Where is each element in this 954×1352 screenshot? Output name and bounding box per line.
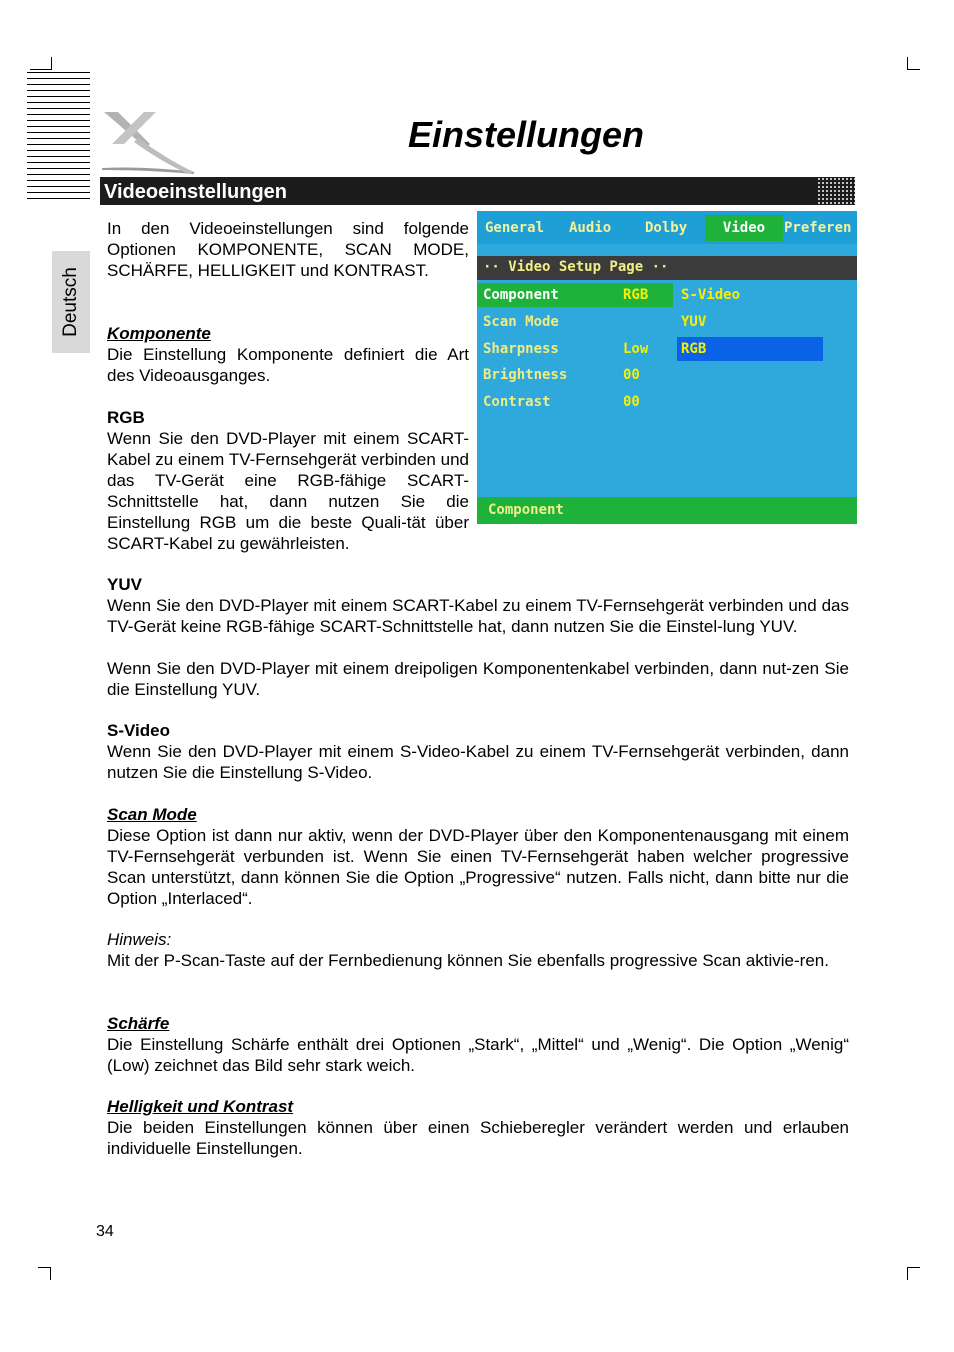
hinweis-label: Hinweis: bbox=[107, 930, 172, 949]
osd-row-value: 00 bbox=[623, 394, 640, 410]
osd-tab-preferences: Preferen bbox=[784, 220, 852, 236]
rgb-text: Wenn Sie den DVD-Player mit einem SCART-Kabel zu einem TV-Fernsehgerät verbinden und das TV-Gerät eine RGB-fähige SCART-Schnittstelle hat, dann nutzen Sie die Einstellung RGB um die beste Quali-tät über SCART-Kabel zu gewährleisten. bbox=[107, 429, 469, 553]
crop-mark bbox=[51, 57, 52, 70]
hinweis-text: Mit der P-Scan-Taste auf der Fernbedienung können Sie ebenfalls progressive Scan aktivie-ren. bbox=[107, 951, 829, 970]
osd-row-value: RGB bbox=[623, 287, 649, 303]
osd-row-value: 00 bbox=[623, 367, 640, 383]
osd-option: YUV bbox=[681, 314, 707, 330]
yuv-heading: YUV bbox=[107, 575, 142, 594]
page-title: Einstellungen bbox=[408, 114, 645, 155]
osd-tab-audio: Audio bbox=[569, 220, 612, 236]
osd-footer-bar bbox=[477, 497, 857, 524]
osd-tab-video: Video bbox=[705, 215, 783, 241]
osd-tab-general: General bbox=[485, 220, 545, 236]
osd-tab-dolby: Dolby bbox=[645, 220, 688, 236]
crop-mark bbox=[30, 69, 52, 70]
crop-mark bbox=[907, 1267, 908, 1280]
schaerfe-text: Die Einstellung Schärfe enthält drei Optionen „Stark“, „Mittel“ und „Wenig“. Die Option „Wenig“ (Low) zeichnet das Bild sehr stark weich. bbox=[107, 1035, 849, 1075]
osd-tab-bar bbox=[477, 211, 857, 244]
language-label: Deutsch bbox=[60, 267, 81, 337]
osd-footer-label: Component bbox=[488, 502, 564, 518]
schaerfe-heading: Schärfe bbox=[107, 1014, 170, 1033]
scanmode-text: Diese Option ist dann nur aktiv, wenn der DVD-Player über den Komponentenausgang mit einem TV-Fernsehgerät verbunden ist. Wenn Sie einen TV-Fernsehgerät haben welcher progressive Scan unterstützt, dann können Sie die Option „Progressive“ nutzen. Falls nicht, dann bitte nur die Option „Interlaced“. bbox=[107, 826, 849, 908]
komponente-heading: Komponente bbox=[107, 324, 211, 343]
svideo-text: Wenn Sie den DVD-Player mit einem S-Video-Kabel zu einem TV-Fernsehgerät verbinden, dann nutzen Sie die Einstellung S-Video. bbox=[107, 742, 849, 782]
yuv-text-1: Wenn Sie den DVD-Player mit einem SCART-Kabel zu einem TV-Fernsehgerät verbinden und das TV-Gerät keine RGB-fähige SCART-Schnittstelle hat, dann nutzen Sie die Einstel-lung YUV. bbox=[107, 596, 849, 636]
osd-row-label: Component bbox=[483, 287, 559, 303]
komponente-text: Die Einstellung Komponente definiert die Art des Videoausganges. bbox=[107, 345, 469, 385]
crop-mark bbox=[907, 1267, 920, 1268]
osd-option: S-Video bbox=[681, 287, 741, 303]
scanmode-heading: Scan Mode bbox=[107, 805, 197, 824]
osd-row-label: Scan Mode bbox=[483, 314, 559, 330]
page-number: 34 bbox=[96, 1223, 114, 1240]
language-tab bbox=[52, 251, 90, 353]
osd-option: RGB bbox=[681, 341, 707, 357]
section-header bbox=[100, 177, 855, 205]
rgb-heading: RGB bbox=[107, 408, 145, 427]
crop-mark bbox=[907, 69, 920, 70]
osd-row-label: Contrast bbox=[483, 394, 551, 410]
decorative-stripes bbox=[27, 72, 90, 199]
osd-subtitle-bar bbox=[477, 256, 857, 280]
osd-row-value: Low bbox=[623, 341, 649, 357]
helligkeit-text: Die beiden Einstellungen können über einen Schieberegler verändert werden und erlauben individuelle Einstellungen. bbox=[107, 1118, 849, 1158]
yuv-text-2: Wenn Sie den DVD-Player mit einem dreipoligen Komponentenkabel verbinden, dann nut-zen Sie die Einstellung YUV. bbox=[107, 659, 849, 699]
intro-text: In den Videoeinstellungen sind folgende Optionen KOMPONENTE, SCAN MODE, SCHÄRFE, HELLIGKEIT und KONTRAST. bbox=[107, 219, 469, 280]
osd-subtitle: ·· Video Setup Page ·· bbox=[483, 259, 669, 275]
video-setup-screenshot bbox=[477, 211, 857, 524]
x-logo-icon bbox=[98, 108, 198, 176]
osd-row-label: Brightness bbox=[483, 367, 568, 383]
section-title: Videoeinstellungen bbox=[104, 181, 287, 203]
osd-row-label: Sharpness bbox=[483, 341, 559, 357]
helligkeit-heading: Helligkeit und Kontrast bbox=[107, 1097, 294, 1116]
svideo-heading: S-Video bbox=[107, 721, 170, 740]
crop-mark bbox=[50, 1267, 51, 1280]
dot-pattern bbox=[817, 177, 855, 205]
